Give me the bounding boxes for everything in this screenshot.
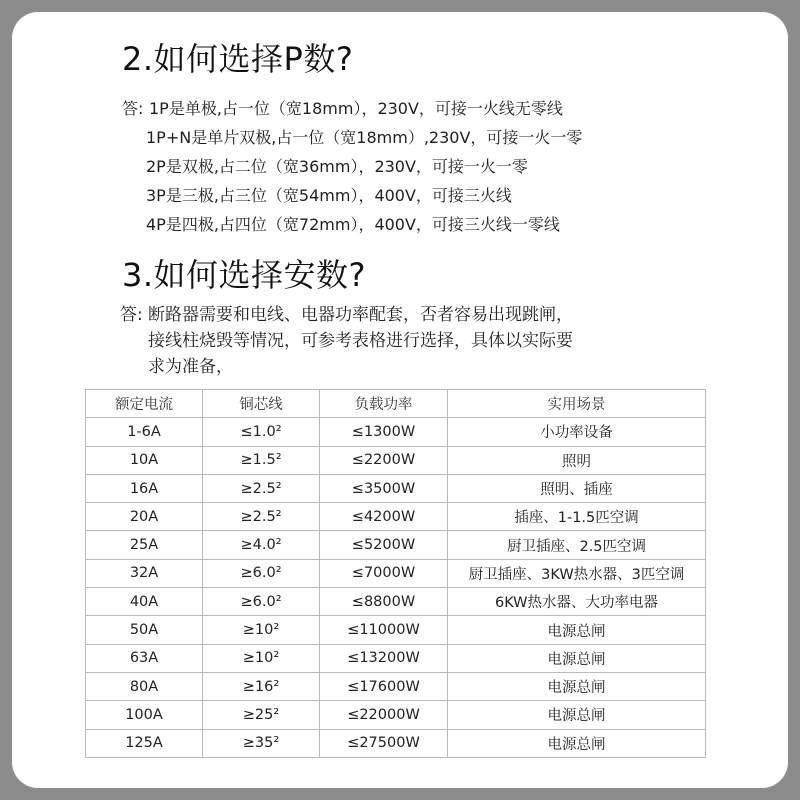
table-row [86, 418, 706, 446]
cell-load-power: ≤1300W [320, 418, 448, 446]
cell-load-power: ≤8800W [320, 588, 448, 616]
pole-line: 1P是单极,占一位（宽18mm），230V，可接一火线无零线 [149, 99, 563, 118]
table-row [86, 729, 706, 757]
cell-copper-wire: ≥16² [203, 672, 320, 700]
header-load-power: 负载功率 [320, 390, 448, 418]
cell-use-scenario: 插座、1-1.5匹空调 [448, 503, 706, 531]
cell-rated-current: 10A [86, 446, 203, 474]
cell-copper-wire: ≥10² [203, 644, 320, 672]
header-rated-current: 额定电流 [86, 390, 203, 418]
amperage-paragraph [148, 302, 573, 380]
cell-rated-current: 25A [86, 531, 203, 559]
pole-line: 1P+N是单片双极,占一位（宽18mm）,230V，可接一火一零 [146, 128, 583, 147]
cell-use-scenario: 厨卫插座、2.5匹空调 [448, 531, 706, 559]
cell-use-scenario: 电源总闸 [448, 729, 706, 757]
cell-copper-wire: ≥10² [203, 616, 320, 644]
paragraph-line: 接线柱烧毁等情况，可参考表格进行选择，具体以实际要 [148, 331, 573, 351]
table-row [86, 531, 706, 559]
cell-load-power: ≤27500W [320, 729, 448, 757]
cell-copper-wire: ≥2.5² [203, 503, 320, 531]
cell-copper-wire: ≥1.5² [203, 446, 320, 474]
table-row [86, 644, 706, 672]
table-header-row [86, 390, 706, 418]
cell-rated-current: 1-6A [86, 418, 203, 446]
pole-line: 3P是三极,占三位（宽54mm），400V，可接三火线 [146, 186, 512, 205]
cell-use-scenario: 电源总闸 [448, 644, 706, 672]
table-row [86, 672, 706, 700]
cell-load-power: ≤17600W [320, 672, 448, 700]
table-row [86, 701, 706, 729]
cell-load-power: ≤11000W [320, 616, 448, 644]
table-row [86, 446, 706, 474]
pole-line: 4P是四极,占四位（宽72mm），400V，可接三火线一零线 [146, 215, 560, 234]
pole-line: 2P是双极,占二位（宽36mm），230V，可接一火一零 [146, 157, 528, 176]
content-card [12, 12, 788, 788]
cell-rated-current: 100A [86, 701, 203, 729]
cell-copper-wire: ≥35² [203, 729, 320, 757]
cell-use-scenario: 照明、插座 [448, 474, 706, 502]
answer-label: 答: [120, 305, 143, 325]
breaker-selection-table [85, 389, 706, 758]
header-use-scenario: 实用场景 [448, 390, 706, 418]
section-title-pole-count: 2.如何选择P数? [122, 40, 354, 78]
paragraph-line: 断路器需要和电线、电器功率配套，否者容易出现跳闸， [148, 305, 573, 325]
cell-copper-wire: ≥6.0² [203, 588, 320, 616]
paragraph-line: 求为准备， [148, 357, 233, 377]
cell-rated-current: 125A [86, 729, 203, 757]
answer-label: 答: [122, 99, 144, 118]
cell-rated-current: 50A [86, 616, 203, 644]
table-row [86, 474, 706, 502]
cell-use-scenario: 小功率设备 [448, 418, 706, 446]
cell-load-power: ≤13200W [320, 644, 448, 672]
cell-copper-wire: ≥6.0² [203, 559, 320, 587]
cell-load-power: ≤5200W [320, 531, 448, 559]
cell-copper-wire: ≥25² [203, 701, 320, 729]
cell-load-power: ≤3500W [320, 474, 448, 502]
cell-rated-current: 32A [86, 559, 203, 587]
cell-use-scenario: 电源总闸 [448, 701, 706, 729]
cell-load-power: ≤22000W [320, 701, 448, 729]
cell-load-power: ≤2200W [320, 446, 448, 474]
cell-use-scenario: 照明 [448, 446, 706, 474]
cell-load-power: ≤7000W [320, 559, 448, 587]
cell-copper-wire: ≥4.0² [203, 531, 320, 559]
table-row [86, 616, 706, 644]
cell-copper-wire: ≤1.0² [203, 418, 320, 446]
cell-rated-current: 63A [86, 644, 203, 672]
cell-copper-wire: ≥2.5² [203, 474, 320, 502]
cell-use-scenario: 电源总闸 [448, 616, 706, 644]
cell-rated-current: 16A [86, 474, 203, 502]
header-copper-wire: 铜芯线 [203, 390, 320, 418]
cell-rated-current: 40A [86, 588, 203, 616]
cell-rated-current: 80A [86, 672, 203, 700]
cell-use-scenario: 6KW热水器、大功率电器 [448, 588, 706, 616]
cell-use-scenario: 电源总闸 [448, 672, 706, 700]
table-row [86, 503, 706, 531]
section-title-amperage: 3.如何选择安数? [122, 256, 367, 294]
cell-rated-current: 20A [86, 503, 203, 531]
cell-use-scenario: 厨卫插座、3KW热水器、3匹空调 [448, 559, 706, 587]
pole-count-list [146, 94, 582, 239]
table-row [86, 559, 706, 587]
cell-load-power: ≤4200W [320, 503, 448, 531]
table-row [86, 588, 706, 616]
